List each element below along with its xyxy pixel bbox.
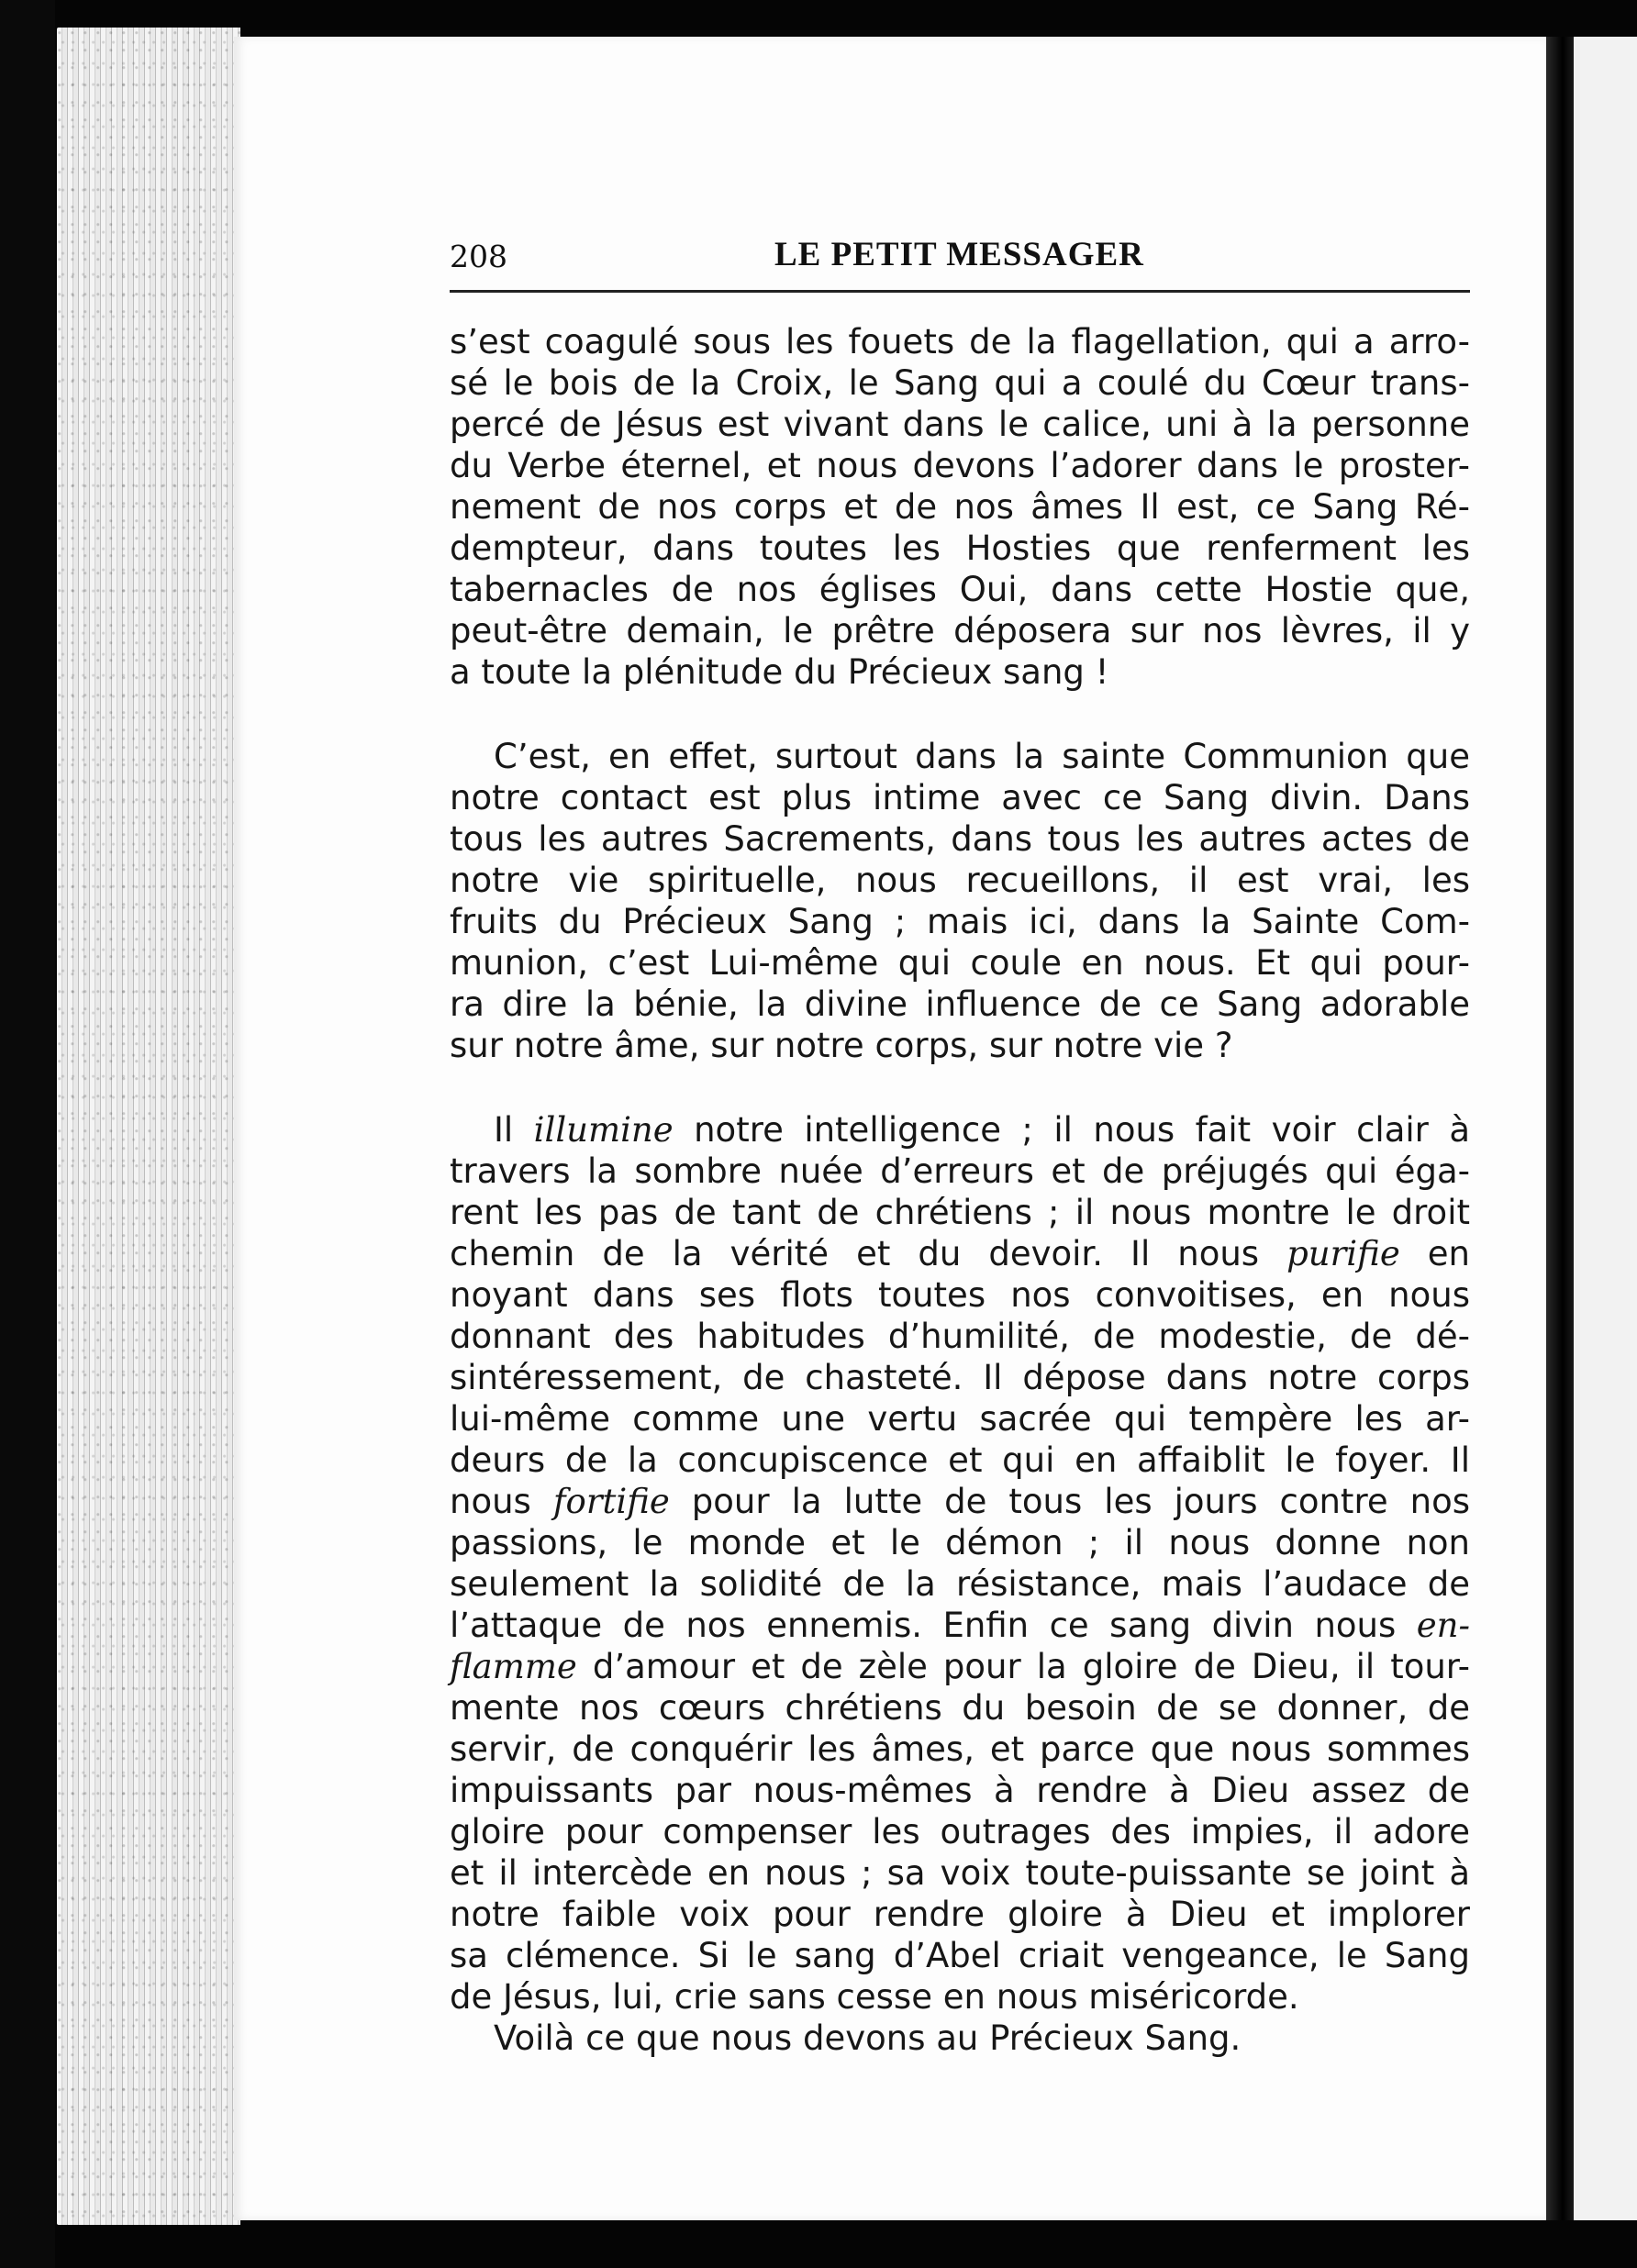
text-run: sé le bois de la Croix, le Sang qui a coulé du Cœur trans- xyxy=(450,363,1470,403)
text-run: seulement la solidité de la résistance, mais l’audace de xyxy=(450,1564,1470,1604)
text-run: servir, de conquérir les âmes, et parce que nous sommes xyxy=(450,1729,1470,1769)
running-title: LE PETIT MESSAGER xyxy=(774,236,1144,273)
text-run: Voilà ce que nous devons au Précieux Sang. xyxy=(494,2018,1242,2058)
text-line xyxy=(450,362,1470,404)
text-line xyxy=(450,486,1470,528)
text-line xyxy=(450,1563,1470,1605)
text-run: percé de Jésus est vivant dans le calice, uni à la personne xyxy=(450,405,1470,444)
text-run: deurs de la concupiscence et qui en affaiblit le foyer. Il xyxy=(450,1440,1470,1480)
text-line xyxy=(450,1274,1470,1316)
paragraph-gap xyxy=(450,693,1470,736)
text-line xyxy=(450,1687,1470,1729)
text-line xyxy=(450,777,1470,818)
running-head xyxy=(450,235,1470,290)
text-line xyxy=(450,445,1470,486)
body-text xyxy=(450,321,1470,2059)
text-line xyxy=(450,1605,1470,1646)
text-line xyxy=(450,1811,1470,1852)
text-run: notre faible voix pour rendre gloire à Dieu et implorer xyxy=(450,1895,1470,1934)
text-run: peut-être demain, le prêtre déposera sur nos lèvres, il y xyxy=(450,611,1470,650)
text-line xyxy=(450,1646,1470,1687)
facing-page-edge xyxy=(1574,37,1637,2220)
text-line xyxy=(450,1440,1470,1481)
italic-word: illumine xyxy=(533,1110,674,1150)
text-run: notre vie spirituelle, nous recueillons, il est vrai, les xyxy=(450,861,1470,900)
text-line xyxy=(450,1109,1470,1151)
text-line xyxy=(450,818,1470,860)
text-line xyxy=(450,1770,1470,1811)
text-run: a toute la plénitude du Précieux sang ! xyxy=(450,652,1109,692)
text-line xyxy=(450,321,1470,362)
text-line xyxy=(450,1935,1470,1976)
text-line xyxy=(450,1192,1470,1233)
text-run: sintéressement, de chasteté. Il dépose dans notre corps xyxy=(450,1358,1470,1397)
text-line xyxy=(450,736,1470,777)
text-run: s’est coagulé sous les fouets de la flagellation, qui a arro- xyxy=(450,322,1470,361)
text-run: l’attaque de nos ennemis. Enfin ce sang divin nous xyxy=(450,1606,1417,1645)
text-run: ra dire la bénie, la divine influence de ce Sang adorable xyxy=(450,984,1470,1024)
text-line xyxy=(450,1233,1470,1274)
text-run: tabernacles de nos églises Oui, dans cette Hostie que, xyxy=(450,570,1470,609)
text-run: du Verbe éternel, et nous devons l’adorer dans le proster- xyxy=(450,446,1470,485)
text-run: pour la lutte de tous les jours contre nos xyxy=(669,1482,1470,1521)
text-run: rent les pas de tant de chrétiens ; il nous montre le droit xyxy=(450,1193,1470,1232)
text-run: munion, c’est Lui-même qui coule en nous. Et qui pour- xyxy=(450,943,1470,983)
text-run: donnant des habitudes d’humilité, de modestie, de dé- xyxy=(450,1317,1470,1356)
text-line xyxy=(450,610,1470,651)
scan-margin-left xyxy=(0,0,55,2268)
text-line xyxy=(450,1976,1470,2018)
text-line xyxy=(450,1894,1470,1935)
text-line xyxy=(450,860,1470,901)
text-run: d’amour et de zèle pour la gloire de Dieu, il tour- xyxy=(576,1647,1470,1686)
italic-word: en- xyxy=(1416,1606,1470,1645)
text-line xyxy=(450,942,1470,984)
paragraph-gap xyxy=(450,1066,1470,1109)
text-line xyxy=(450,1151,1470,1192)
text-line xyxy=(450,1357,1470,1398)
text-run: dempteur, dans toutes les Hosties que renferment les xyxy=(450,528,1470,568)
italic-word: purifie xyxy=(1286,1234,1400,1273)
text-run: et il intercède en nous ; sa voix toute-puissante se joint à xyxy=(450,1853,1470,1893)
text-run: Il xyxy=(494,1110,534,1150)
text-line xyxy=(450,1398,1470,1440)
text-line xyxy=(450,901,1470,942)
text-line xyxy=(450,1522,1470,1563)
text-run: noyant dans ses flots toutes nos convoitises, en nous xyxy=(450,1275,1470,1315)
text-line xyxy=(450,984,1470,1025)
text-run: lui-même comme une vertu sacrée qui tempère les ar- xyxy=(450,1399,1470,1439)
text-run: notre contact est plus intime avec ce Sang divin. Dans xyxy=(450,778,1470,817)
text-line xyxy=(450,2018,1470,2059)
text-run: fruits du Précieux Sang ; mais ici, dans la Sainte Com- xyxy=(450,902,1470,941)
book-gutter xyxy=(1546,37,1574,2220)
text-line xyxy=(450,1852,1470,1894)
text-line xyxy=(450,1316,1470,1357)
text-run: sa clémence. Si le sang d’Abel criait vengeance, le Sang xyxy=(450,1936,1470,1975)
text-run: gloire pour compenser les outrages des impies, il adore xyxy=(450,1812,1470,1851)
italic-word: fortifie xyxy=(552,1482,670,1521)
text-line xyxy=(450,1025,1470,1066)
header-rule xyxy=(450,290,1470,293)
text-run: tous les autres Sacrements, dans tous les autres actes de xyxy=(450,819,1470,859)
text-run: nous xyxy=(450,1482,553,1521)
text-run: impuissants par nous-mêmes à rendre à Dieu assez de xyxy=(450,1771,1470,1810)
italic-word: flamme xyxy=(450,1647,577,1686)
page-number: 208 xyxy=(450,239,507,274)
text-run: mente nos cœurs chrétiens du besoin de se donner, de xyxy=(450,1688,1470,1728)
text-line xyxy=(450,404,1470,445)
text-run: en xyxy=(1399,1234,1470,1273)
text-run: notre intelligence ; il nous fait voir clair à xyxy=(673,1110,1470,1150)
text-run: C’est, en effet, surtout dans la sainte Communion que xyxy=(494,737,1470,776)
text-line xyxy=(450,651,1470,693)
text-line xyxy=(450,528,1470,569)
text-line xyxy=(450,1729,1470,1770)
text-run: travers la sombre nuée d’erreurs et de préjugés qui éga- xyxy=(450,1151,1470,1191)
text-run: de Jésus, lui, crie sans cesse en nous miséricorde. xyxy=(450,1977,1299,2017)
text-run: chemin de la vérité et du devoir. Il nous xyxy=(450,1234,1287,1273)
text-run: nement de nos corps et de nos âmes Il est, ce Sang Ré- xyxy=(450,487,1470,527)
text-line xyxy=(450,1481,1470,1522)
text-run: sur notre âme, sur notre corps, sur notre vie ? xyxy=(450,1026,1233,1065)
book-page-edges xyxy=(57,28,240,2225)
text-run: passions, le monde et le démon ; il nous donne non xyxy=(450,1523,1470,1562)
text-line xyxy=(450,569,1470,610)
